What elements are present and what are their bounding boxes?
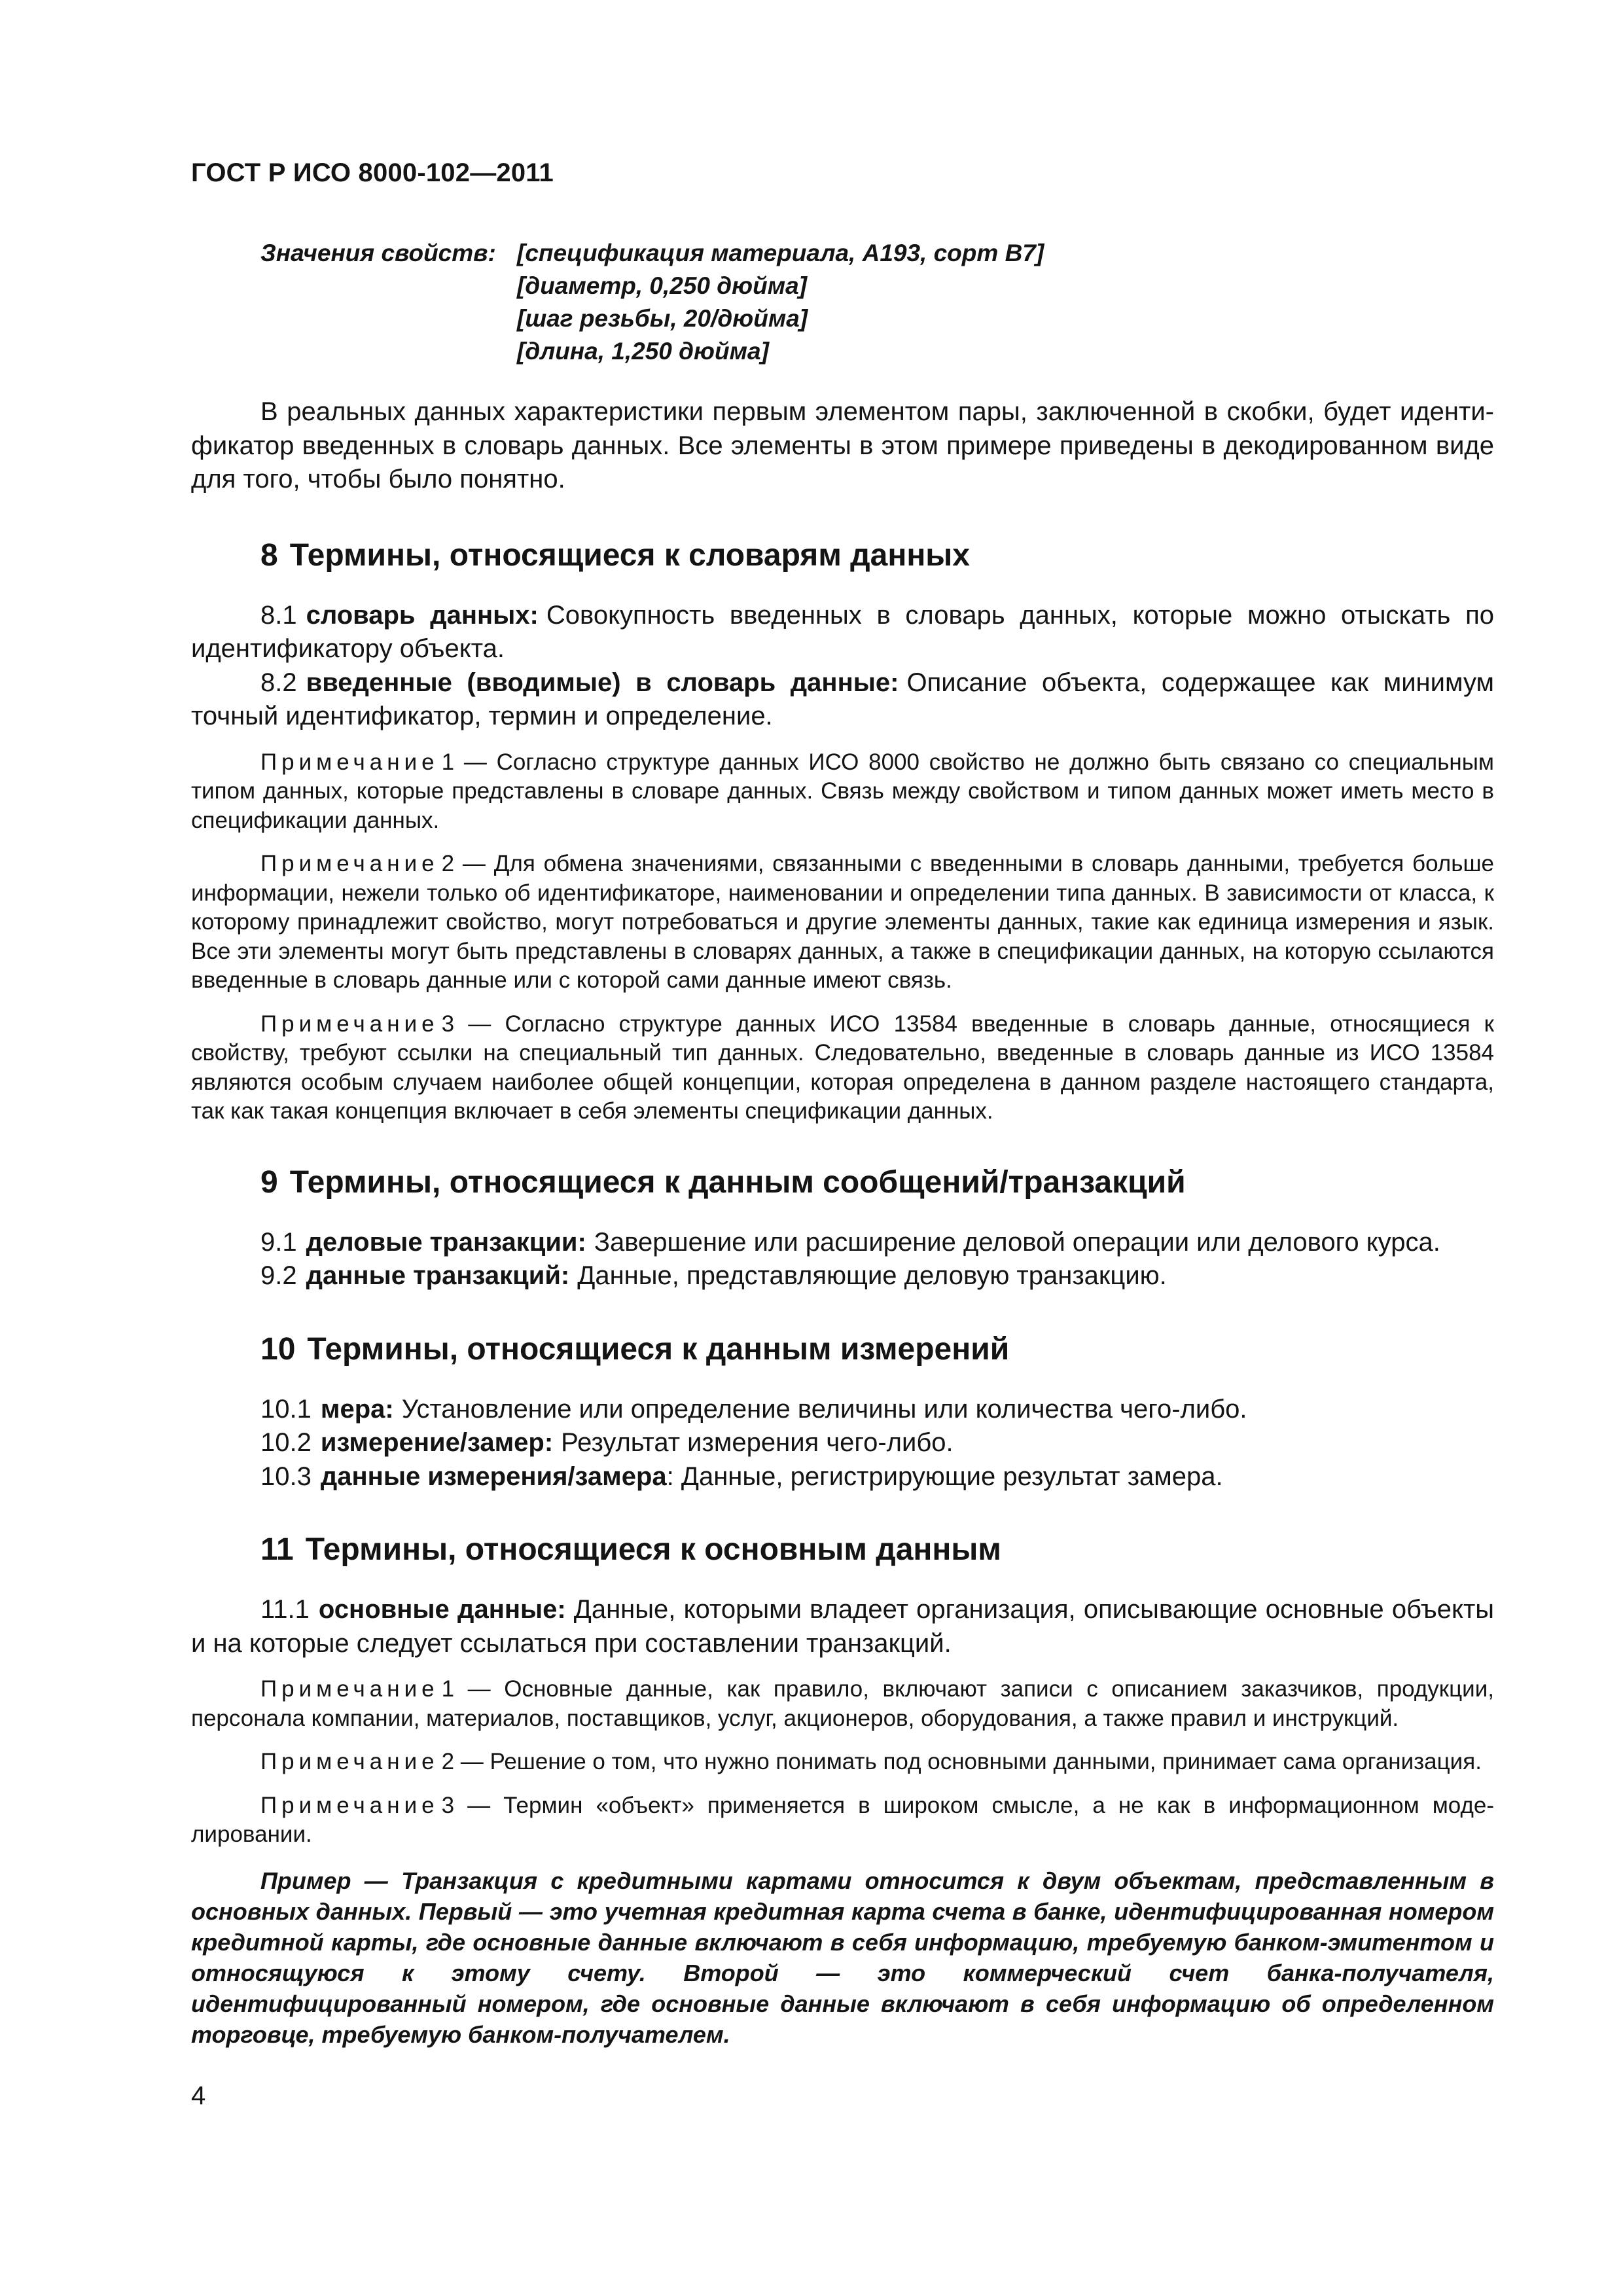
term-definition: Данные, которыми владеет организация, описывающие основные объекты и на которые следует ссылаться при составлении транзакций. — [191, 1595, 1495, 1658]
note-number: 1 — [441, 1676, 455, 1702]
note-11-1 — [191, 1675, 1494, 1733]
note-label: Примечание — [260, 1749, 439, 1774]
note-text: — Согласно структуре данных ИСО 13584 введенные в словарь данные, относящиеся к свойству, требуют ссылки на специальный тип данных. Следовательно, введенные в словарь данные из ИСО 13584 являются особым случаем наиболее общей концепции, которая определена в данном разделе настоящего стандарта, так как такая концепция включает в себя элементы спецификации данных. — [191, 1011, 1494, 1124]
term-name: основные данные: — [318, 1595, 566, 1624]
property-value: [длина, 1,250 дюйма] — [517, 338, 769, 365]
section-title: Термины, относящиеся к основным данным — [305, 1532, 1001, 1567]
term-entry-11-1 — [191, 1593, 1494, 1660]
property-values-line — [191, 237, 1494, 270]
note-text: — Согласно структуре данных ИСО 8000 свойство не должно быть связано со специальным типом данных, которые представлены в словаре данных. Связь между свойством и типом данных может иметь место в спецификации данных. — [191, 749, 1494, 833]
section-heading-11 — [191, 1532, 1494, 1568]
section-title: Термины, относящиеся к словарям данных — [289, 537, 970, 573]
term-definition: Совокупность введенных в словарь данных, которые можно отыскать по идентификатору объекта. — [191, 600, 1494, 663]
example-paragraph: Пример — Транзакция с кредитными картами относится к двум объектам, представленным в основных данных. Первый — это учетная кредитная карта счета в банке, идентифицированная номером кредитной карты, где основные данные включают в себя информацию, требуемую банком-эмитентом и относящуюся к этому счету. Второй — это коммерческий счет банка-получателя, идентифицированный номером, где основные данные включают в себя информацию об определенном торговце, требуемую банком-получателем. — [191, 1867, 1494, 2048]
note-text: — Решение о том, что нужно понимать под основными данными, принимает сама организация. — [460, 1749, 1482, 1774]
term-definition: : Данные, регистрирующие результат замера. — [666, 1462, 1223, 1491]
property-value: [шаг резьбы, 20/дюйма] — [517, 305, 808, 332]
property-values-block — [191, 237, 1494, 368]
note-number: 3 — [441, 1792, 455, 1818]
term-name: данные транзакций: — [306, 1261, 570, 1290]
page-content — [191, 237, 1494, 2050]
note-label: Примечание — [260, 851, 439, 876]
note-text: — Термин «объект» применяется в широком смысле, а не как в информационном моделировании. — [191, 1792, 1494, 1847]
term-number: 10.2 — [260, 1428, 312, 1457]
note-number: 1 — [441, 749, 455, 775]
term-name: мера: — [320, 1394, 394, 1424]
note-11-3 — [191, 1791, 1494, 1850]
section-heading-10 — [191, 1331, 1494, 1368]
intro-paragraph: В реальных данных характеристики первым элементом пары, заключенной в скобки, будет идентификатор введенных в словарь данных. Все элементы в этом примере приведены в декодированном виде для того, чтобы было понятно. — [191, 397, 1494, 493]
term-entry-9-2 — [191, 1259, 1494, 1293]
term-number: 10.1 — [260, 1394, 312, 1424]
property-values-label: Значения свойств: — [260, 240, 496, 266]
section-heading-8 — [191, 537, 1494, 574]
term-number: 9.2 — [260, 1261, 297, 1290]
term-definition: Завершение или расширение деловой операции или делового курса. — [594, 1227, 1440, 1257]
note-label: Примечание — [260, 1011, 439, 1037]
note-8-3 — [191, 1010, 1494, 1126]
term-name: данные измерения/замера — [320, 1462, 667, 1491]
term-definition: Описание объекта, содержащее как минимум точный идентификатор, термин и определение. — [191, 668, 1494, 730]
term-entry-8-1 — [191, 599, 1494, 666]
note-number: 2 — [441, 851, 455, 876]
term-number: 8.2 — [260, 668, 297, 697]
term-name: деловые транзакции: — [306, 1227, 586, 1257]
section-number: 8 — [260, 537, 278, 573]
term-number: 11.1 — [260, 1595, 310, 1624]
note-text: — Основные данные, как правило, включают записи с описанием заказчиков, продукции, персонала компании, материалов, поставщиков, услуг, акционеров, оборудования, а также правил и инструкций. — [191, 1676, 1494, 1731]
term-entry-10-1 — [191, 1393, 1494, 1427]
section-number: 9 — [260, 1164, 278, 1200]
property-value: [диаметр, 0,250 дюйма] — [517, 272, 807, 299]
note-8-1 — [191, 748, 1494, 836]
term-number: 8.1 — [260, 600, 297, 630]
term-definition: Установление или определение величины или количества чего-либо. — [401, 1394, 1247, 1424]
note-number: 3 — [441, 1011, 455, 1037]
note-label: Примечание — [260, 1676, 439, 1702]
property-value: [спецификация материала, А193, сорт В7] — [517, 240, 1044, 266]
note-text: — Для обмена значениями, связанными с введенными в словарь данными, требуется больше информации, нежели только об идентификаторе, наименовании и определении типа данных. В зависимости от класса, к которому принадлежит свойство, могут потребоваться и другие элементы данных, такие как единица измерения и язык. Все эти элементы могут быть представлены в словарях данных, а также в спецификации данных, на которую ссылаются введенные в словарь данные или с которой сами данные имеют связь. — [191, 851, 1494, 993]
section-title: Термины, относящиеся к данным сообщений/транзакций — [289, 1164, 1186, 1200]
term-entry-9-1 — [191, 1226, 1494, 1260]
term-entry-10-2 — [191, 1426, 1494, 1460]
term-definition: Данные, представляющие деловую транзакцию. — [577, 1261, 1167, 1290]
running-head: ГОСТ Р ИСО 8000-102—2011 — [191, 158, 554, 187]
term-number: 9.1 — [260, 1227, 297, 1257]
section-title: Термины, относящиеся к данным измерений — [307, 1331, 1010, 1367]
term-name: измерение/замер: — [320, 1428, 554, 1457]
term-entry-10-3 — [191, 1460, 1494, 1494]
note-label: Примечание — [260, 749, 439, 775]
section-heading-9 — [191, 1164, 1494, 1201]
term-name: словарь данных: — [306, 600, 539, 630]
note-number: 2 — [441, 1749, 455, 1774]
term-entry-8-2 — [191, 666, 1494, 734]
term-name: введенные (вводимые) в словарь данные: — [306, 668, 899, 697]
property-values-line — [191, 335, 1494, 368]
term-number: 10.3 — [260, 1462, 312, 1491]
property-values-line — [191, 302, 1494, 335]
note-label: Примечание — [260, 1792, 439, 1818]
note-8-2 — [191, 850, 1494, 996]
section-number: 10 — [260, 1331, 296, 1367]
note-11-2 — [191, 1748, 1494, 1777]
section-number: 11 — [260, 1532, 294, 1567]
page-number: 4 — [191, 2081, 206, 2110]
term-definition: Результат измерения чего-либо. — [561, 1428, 954, 1457]
property-values-line — [191, 270, 1494, 302]
